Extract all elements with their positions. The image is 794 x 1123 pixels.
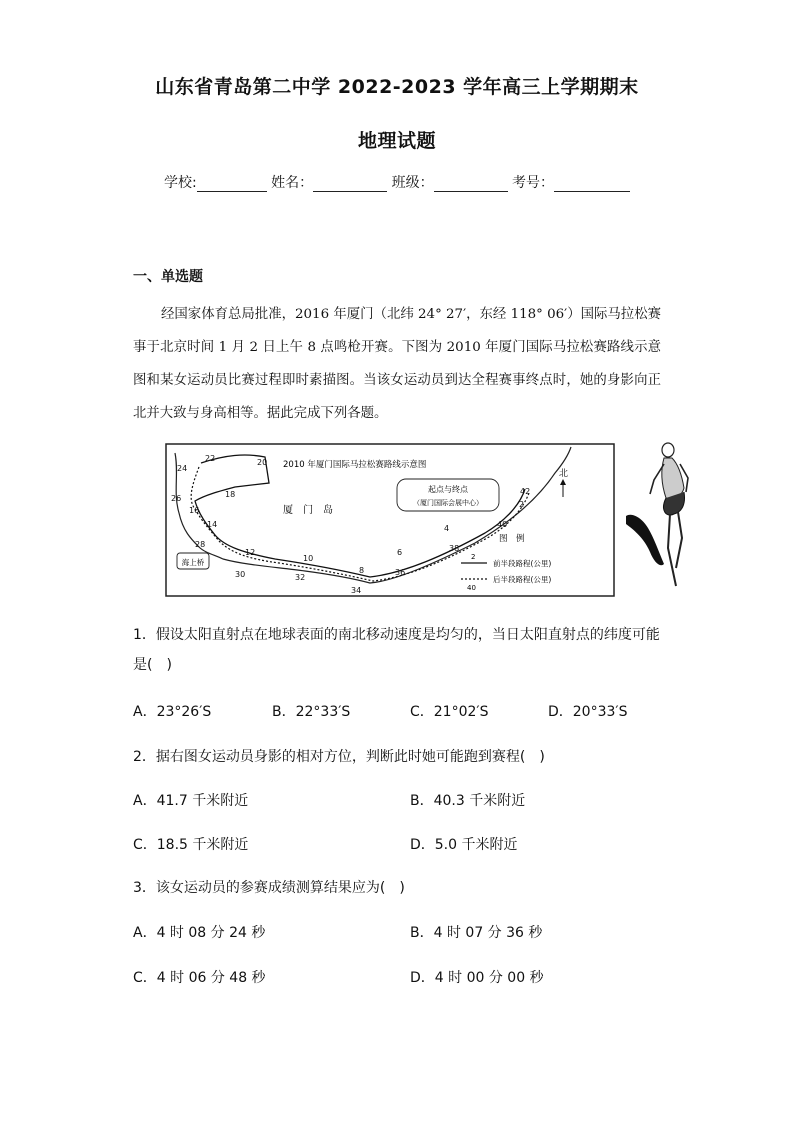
start-end-venue: （厦门国际会展中心） (413, 499, 483, 507)
map-title: 2010 年厦门国际马拉松赛路线示意图 (283, 460, 427, 470)
question-1: 1．假设太阳直射点在地球表面的南北移动速度是均匀的，当日太阳直射点的纬度可能是( ) (133, 627, 660, 673)
class-label: 班级： (391, 175, 434, 191)
question-3: 3．该女运动员的参赛成绩测算结果应为( ) (133, 880, 405, 896)
north-label: 北 (559, 469, 569, 479)
q2-option-a[interactable]: A．41.7 千米附近 (133, 793, 249, 809)
km-marker: 38 (449, 544, 460, 553)
school-blank[interactable] (197, 177, 267, 192)
question-2: 2．据右图女运动员身影的相对方位，判断此时她可能跑到赛程( ) (133, 749, 545, 765)
name-blank[interactable] (313, 177, 387, 192)
start-end-label: 起点与终点 (428, 485, 468, 494)
legend-first-label: 前半段路程(公里) (493, 559, 552, 568)
km-marker: 34 (351, 586, 362, 595)
km-marker: 2 (519, 500, 525, 509)
q1-option-a[interactable]: A．23°26′S (133, 704, 212, 720)
name-label: 姓名： (271, 175, 314, 191)
km-marker: 28 (195, 540, 206, 549)
runner-shadow (626, 515, 664, 566)
runner-legs (668, 512, 682, 586)
km-marker: 22 (205, 454, 216, 463)
q2-option-d[interactable]: D．5.0 千米附近 (410, 837, 518, 853)
bridge-label: 海上桥 (181, 558, 205, 567)
km-marker: 4 (444, 524, 450, 533)
km-marker: 14 (207, 520, 218, 529)
number-blank[interactable] (554, 177, 630, 192)
legend-title: 图 例 (499, 534, 525, 544)
q2-option-b[interactable]: B．40.3 千米附近 (410, 793, 526, 809)
km-marker: 18 (225, 490, 236, 499)
runner-sketch (620, 438, 698, 598)
student-info-row (0, 172, 794, 192)
q1-option-c[interactable]: C．21°02′S (410, 704, 489, 720)
km-marker: 6 (397, 548, 403, 557)
marathon-route-map (165, 443, 615, 597)
km-marker: 24 (177, 464, 188, 473)
q3-option-d[interactable]: D．4 时 00 分 00 秒 (410, 970, 544, 986)
km-marker: 8 (359, 566, 365, 575)
q1-option-d[interactable]: D．20°33′S (548, 704, 628, 720)
class-blank[interactable] (434, 177, 508, 192)
page-subtitle: 地理试题 (357, 130, 436, 152)
legend-second-num: 40 (467, 584, 476, 592)
q3-option-a[interactable]: A．4 时 08 分 24 秒 (133, 925, 266, 941)
km-marker: 12 (245, 548, 256, 557)
km-marker: 32 (295, 573, 306, 582)
legend-second-label: 后半段路程(公里) (493, 575, 552, 584)
runner-head (662, 443, 674, 457)
km-marker: 30 (235, 570, 246, 579)
school-label: 学校: (163, 175, 197, 191)
legend-first-num: 2 (471, 553, 476, 561)
q3-option-b[interactable]: B．4 时 07 分 36 秒 (410, 925, 543, 941)
q3-option-c[interactable]: C．4 时 06 分 48 秒 (133, 970, 266, 986)
reading-passage: 经国家体育总局批准，2016 年厦门（北纬 24° 27′，东经 118° 06′）国际马拉松赛事于北京时间 1 月 2 日上午 8 点鸣枪开赛。下图为 2010 年厦门国际马拉松赛路线示意图和某女运动员比赛过程即时素描图。当该女运动员到达全程赛事终点时，她的身影向正北并大致与身高相等。据此完成下列各题。 (133, 307, 661, 421)
km-marker: 36 (395, 568, 406, 577)
km-marker: 16 (189, 506, 200, 515)
km-marker: 20 (257, 458, 268, 467)
section-title: 一、单选题 (133, 269, 203, 285)
km-marker: 10 (303, 554, 314, 563)
q1-option-b[interactable]: B．22°33′S (272, 704, 351, 720)
island-label: 厦 门 岛 (283, 505, 333, 516)
number-label: 考号： (512, 175, 555, 191)
page-title: 山东省青岛第二中学 2022-2023 学年高三上学期期末 (155, 76, 639, 98)
q2-option-c[interactable]: C．18.5 千米附近 (133, 837, 249, 853)
km-marker: 40 (497, 520, 508, 529)
km-marker: 42 (520, 487, 531, 496)
km-marker: 26 (171, 494, 182, 503)
